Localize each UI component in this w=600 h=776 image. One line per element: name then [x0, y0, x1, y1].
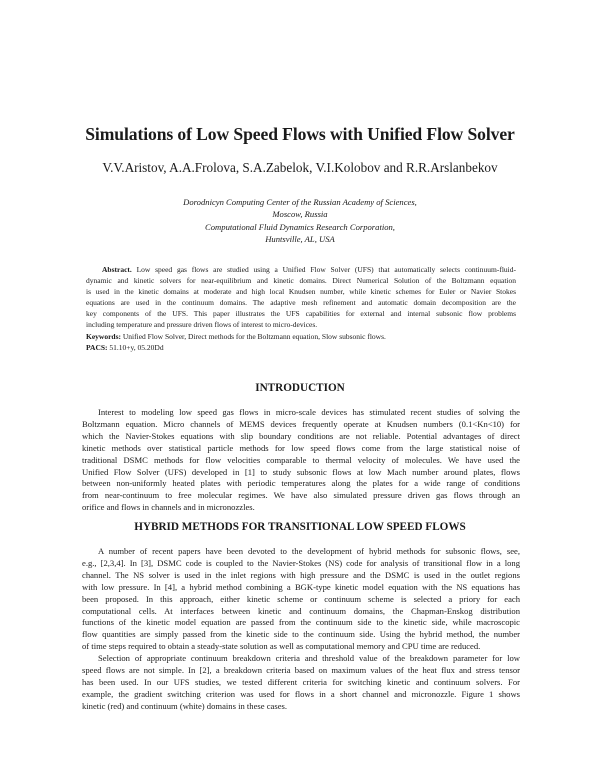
paragraph-line: kinetic (red) and continuum (white) domains in these cases. — [82, 700, 287, 711]
section-heading-introduction: INTRODUCTION — [255, 382, 345, 394]
paragraph-line: example, the gradient switching criterion was used for flows in a short channel and micronozzle. Figure 1 shows — [82, 688, 520, 699]
keywords-text: Unified Flow Solver, Direct methods for the Boltzmann equation, Slow subsonic flows. — [122, 332, 386, 341]
affiliation-line: Dorodnicyn Computing Center of the Russian Academy of Sciences, — [183, 197, 417, 207]
pacs-line — [86, 342, 516, 353]
paragraph-line: of time steps required to obtain a steady-state solution as well as computational memory and CPU time are reduced. — [82, 641, 481, 652]
keywords-line — [86, 331, 516, 342]
paper-title: Simulations of Low Speed Flows with Unified Flow Solver — [85, 124, 515, 144]
abstract-line: dynamic and kinetic solvers for near-equilibrium and kinetic domains. Direct Numerical Solution of the Boltzmann equation — [86, 276, 516, 286]
abstract-line: key components of the UFS. This paper illustrates the UFS capabilities for external and internal subsonic flow problems — [86, 309, 516, 319]
paragraph-line: orifice and flows in channels and in micronozzles. — [82, 502, 255, 513]
paragraph-line: functions of the kinetic model equation are passed from the continuum side to the kinetic side, while macroscopic — [82, 617, 520, 628]
keywords-label: Keywords: — [86, 332, 121, 341]
paragraph-line: has been used. In our UFS studies, we tested different criteria for switching kinetic and continuum solvers. For — [82, 676, 520, 687]
paragraph-line: computational cells. At interfaces between kinetic and continuum domains, the Chapman-Enskog distribution — [82, 605, 520, 616]
hybrid-paragraph-2 — [82, 653, 520, 713]
paragraph-line: from near-continuum to free molecular regimes. We have also simulated pressure driven gas flows through an — [82, 490, 520, 501]
author-list: V.V.Aristov, A.A.Frolova, S.A.Zabelok, V.I.Kolobov and R.R.Arslanbekov — [102, 160, 498, 175]
paragraph-line: Unified Flow Solver (UFS) developed in [1] to study subsonic flows at low Mach number around plates, flows — [82, 466, 520, 477]
paragraph-line: with low pressure. In [4], a hybrid method combining a BGK-type kinetic model equation with the NS equations has — [82, 581, 520, 592]
paragraph-line: Selection of appropriate continuum breakdown criteria and threshold value of the breakdown parameter for low — [98, 653, 520, 663]
affiliation-line: Huntsville, AL, USA — [265, 234, 335, 245]
paragraph-line: e.g., [2,3,4]. In [3], DSMC code is coupled to the Navier-Stokes (NS) code for analysis of transitional flow in a long — [82, 557, 520, 568]
section-heading-hybrid-methods: HYBRID METHODS FOR TRANSITIONAL LOW SPEED FLOWS — [134, 521, 466, 533]
hybrid-paragraph-1 — [82, 546, 520, 653]
paragraph-line: flow quantities are simply passed from the kinetic side to the continuum side. Using the hybrid method, the number — [82, 629, 520, 640]
paragraph-line: speed flows are not simple. In [2], a breakdown criteria based on maximum values of the heat flux and stress tensor — [82, 664, 520, 675]
pacs-label: PACS: — [86, 343, 108, 353]
affiliation-line: Moscow, Russia — [272, 209, 328, 220]
paragraph-line: A number of recent papers have been devoted to the development of hybrid methods for subsonic flows, see, — [98, 546, 520, 556]
pacs-text: 51.10+y, 05.20Dd — [109, 343, 164, 353]
abstract-label: Abstract. — [102, 265, 132, 274]
paragraph-line: which the Navier-Stokes equations with slip boundary conditions are not reliable. Potential advantages of direct — [82, 430, 520, 441]
paragraph-line: traditional DSMC methods for flow velocities comparable to thermal velocity of molecules. We have used the — [82, 454, 520, 465]
abstract-line: equations are used in the continuum domains. The adaptive mesh refinement and automatic domain decomposition are the — [86, 298, 516, 308]
paragraph-line: Boltzmann equation. Micro channels of MEMS devices frequently operate at Knudsen numbers (0.1<Kn<10) for — [82, 418, 520, 429]
abstract-line: Abstract. Low speed gas flows are studied using a Unified Flow Solver (UFS) that automatically selects continuum-fluid- — [102, 265, 517, 274]
introduction-paragraph — [82, 407, 520, 514]
paragraph-line: Interest to modeling low speed gas flows in micro-scale devices has stimulated recent studies of solving the — [98, 407, 520, 417]
paragraph-line: channel. The NS solver is used in the inlet regions with high pressure and the DSMC is used in the outlet regions — [82, 569, 520, 580]
keywords-block — [86, 331, 516, 353]
paragraph-line: between non-uniformly heated plates with periodic temperatures along the plates for a wide range of conditions — [82, 478, 520, 489]
abstract-line: including temperature and pressure driven flows of interest to micro-devices. — [86, 320, 318, 330]
affiliation-block — [0, 196, 600, 246]
abstract — [86, 264, 516, 331]
paragraph-line: been proposed. In this approach, either kinetic scheme or continuum scheme is selected a priory for each — [82, 593, 520, 604]
abstract-line: is used in the kinetic domains at moderate and high local Knudsen number, while kinetic schemes for Euler or Navier Stokes — [86, 287, 516, 297]
affiliation-line: Computational Fluid Dynamics Research Corporation, — [205, 221, 395, 232]
paragraph-line: kinetic methods over statistical particle methods for low speed flows come from the large statistical noise of — [82, 442, 520, 453]
